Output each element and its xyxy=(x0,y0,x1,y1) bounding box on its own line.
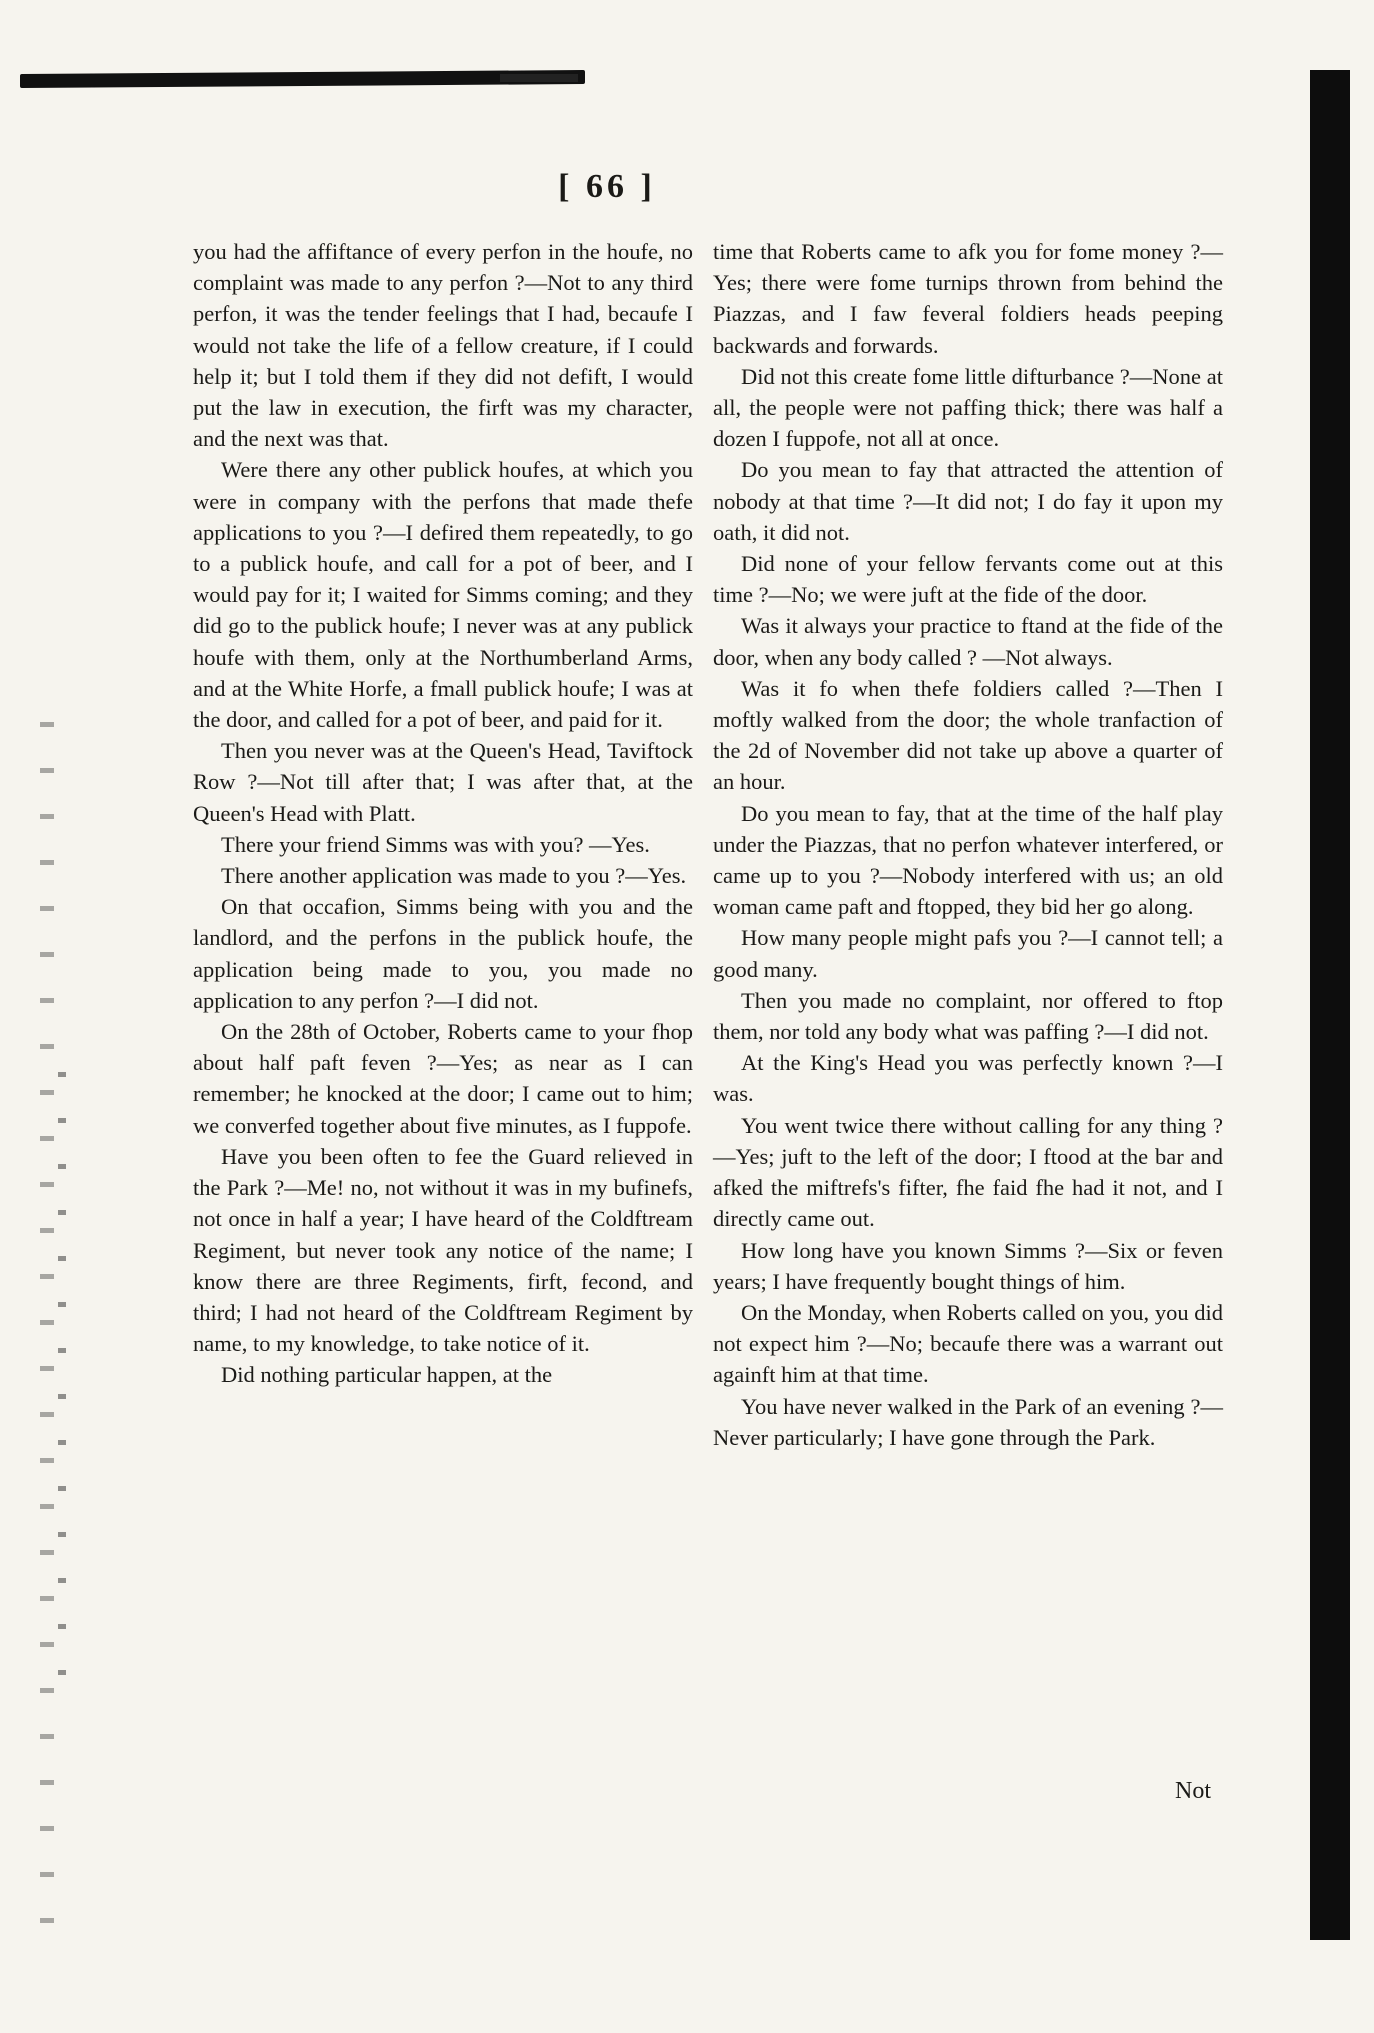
paragraph: How many people might pafs you ?—I cannot tell; a good many. xyxy=(713,925,1223,982)
paragraph: You have never walked in the Park of an evening ?—Never particularly; I have gone through the Park. xyxy=(713,1393,1223,1450)
paragraph: time that Roberts came to afk you for fome money ?—Yes; there were fome turnips thrown from behind the Piazzas, and I faw feveral foldiers heads peeping backwards and forwards. xyxy=(713,239,1223,358)
paragraph: You went twice there without calling for any thing ?—Yes; juft to the left of the door; I ftood at the bar and afked the miftrefs's fifter, fhe faid fhe had it not, and I directly came out. xyxy=(713,1112,1223,1232)
paragraph: On that occafion, Simms being with you and the landlord, and the perfons in the publick houfe, the application being made to you, you made no application to any perfon ?—I did not. xyxy=(193,894,693,1013)
paragraph: Have you been often to fee the Guard relieved in the Park ?—Me! no, not without it was in my bufinefs, not once in half a year; I have heard of the Coldftream Regiment, but never took any notice of the name; I know there are three Regiments, firft, fecond, and third; I had not heard of the Coldftream Regiment by name, to my knowledge, to take notice of it. xyxy=(193,1143,693,1357)
paragraph: Do you mean to fay that attracted the attention of nobody at that time ?—It did not; I do fay it upon my oath, it did not. xyxy=(713,457,1223,545)
left-column xyxy=(193,236,693,1391)
paragraph: Did not this create fome little difturbance ?—None at all, the people were not paffing thick; there was half a dozen I fuppofe, not all at once. xyxy=(713,363,1223,452)
scan-edge-speckle xyxy=(58,1050,66,1700)
paragraph: Did nothing particular happen, at the xyxy=(221,1362,553,1388)
scan-edge-speckle xyxy=(40,700,54,1950)
scan-edge-bar xyxy=(1310,70,1350,1940)
paragraph: you had the affiftance of every perfon in the houfe, no complaint was made to any perfon ?—Not to any third perfon, it was the tender feelings that I had, becaufe I would not take the life of a fellow creature, if I could help it; but I told them if they did not defift, I would put the law in execution, the firft was my character, and the next was that. xyxy=(193,239,693,452)
paragraph: There another application was made to you ?—Yes. xyxy=(221,863,687,889)
paragraph: Was it fo when thefe foldiers called ?—Then I moftly walked from the door; the whole tranfaction of the 2d of November did not take up above a quarter of an hour. xyxy=(713,675,1223,795)
right-column xyxy=(713,236,1223,1453)
paragraph: Then you never was at the Queen's Head, Taviftock Row ?—Not till after that; I was after that, at the Queen's Head with Platt. xyxy=(193,738,693,826)
paragraph: Was it always your practice to ftand at the fide of the door, when any body called ? —Not always. xyxy=(713,613,1223,670)
catchword: Not xyxy=(1175,1778,1211,1804)
paragraph: Did none of your fellow fervants come out at this time ?—No; we were juft at the fide of the door. xyxy=(713,551,1223,608)
paragraph: Then you made no complaint, nor offered to ftop them, nor told any body what was paffing ?—I did not. xyxy=(713,987,1223,1045)
page-number: [ 66 ] xyxy=(558,168,656,205)
paragraph: On the 28th of October, Roberts came to your fhop about half paft feven ?—Yes; as near as I can remember; he knocked at the door; I came out to him; we converfed together about five minutes, as I fuppofe. xyxy=(193,1019,693,1138)
paragraph: Do you mean to fay, that at the time of the half play under the Piazzas, that no perfon whatever interfered, or came up to you ?—Nobody interfered with us; an old woman came paft and ftopped, they bid her go along. xyxy=(713,800,1223,920)
paragraph: There your friend Simms was with you? —Yes. xyxy=(221,831,650,857)
paragraph: At the King's Head you was perfectly known ?—I was. xyxy=(713,1050,1223,1107)
paragraph: Were there any other publick houfes, at which you were in company with the perfons that made thefe applications to you ?—I defired them repeatedly, to go to a publick houfe, and call for a pot of beer, and I would pay for it; I waited for Simms coming; and they did go to the publick houfe; I never was at any publick houfe with them, only at the Northumberland Arms, and at the White Horfe, a fmall publick houfe; I was at the door, and called for a pot of beer, and paid for it. xyxy=(193,457,693,733)
paragraph: On the Monday, when Roberts called on you, you did not expect him ?—No; becaufe there was a warrant out againft him at that time. xyxy=(713,1299,1223,1388)
paragraph: How long have you known Simms ?—Six or feven years; I have frequently bought things of him. xyxy=(713,1237,1223,1294)
top-rule-tail xyxy=(500,74,578,82)
